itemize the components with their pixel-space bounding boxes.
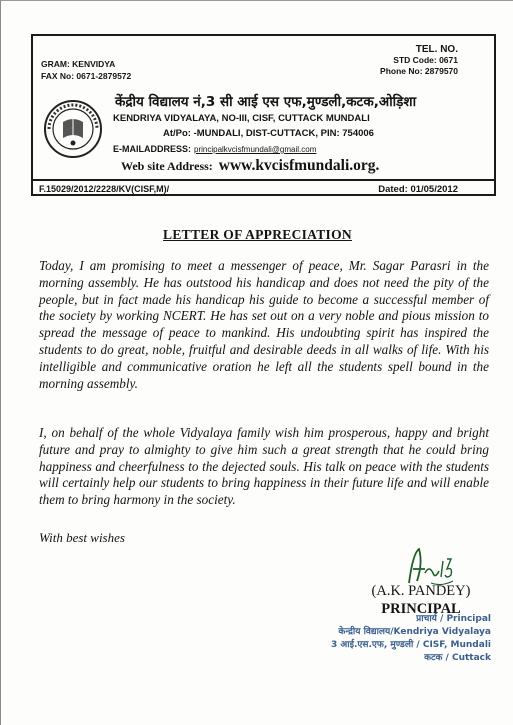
official-stamp — [321, 613, 491, 665]
letter-closing: With best wishes — [39, 530, 125, 545]
email-label: E-MAILADDRESS: — [113, 144, 191, 154]
letterhead-divider — [33, 179, 494, 181]
school-address: At/Po: -MUNDALI, DIST-CUTTACK, PIN: 754006 — [163, 128, 374, 139]
phone-text: Phone No: 2879570 — [380, 66, 458, 76]
stamp-line-1: प्राचार्य / Principal — [416, 614, 491, 624]
gram-text: GRAM: KENVIDYA — [41, 59, 116, 69]
stamp-line-3: 3 आई.एस.एफ, मुण्डली / CISF, Mundali — [331, 640, 491, 650]
std-code-text: STD Code: 0671 — [393, 55, 458, 65]
letter-paragraph-1: Today, I am promising to meet a messenger of peace, Mr. Sagar Parasri in the morning assembly. He has outstood his handicap and does not need the pity of the people, but in fact made his handicap his guide to become a successful member of the society by working NCERT. He has set out on a very noble and pious mission to spread the message of peace to mankind. His undoubting spirit has inspired the students to do great, noble, fruitful and desirable deeds in all walks of life. With his intelligible and communicative oration he left all the students spell bound in the morning assembly. — [39, 258, 489, 391]
signatory-name: (A.K. PANDEY) — [371, 583, 471, 599]
website-link[interactable]: www.kvcisfmundali.org. — [218, 157, 380, 174]
letter-date: Dated: 01/05/2012 — [378, 184, 458, 195]
website-label: Web site Address: — [121, 159, 213, 173]
fax-text: FAX No: 0671-2879572 — [41, 71, 132, 81]
reference-number: F.15029/2012/2228/KV(CISF,M)/ — [39, 184, 170, 194]
letterhead — [31, 34, 496, 196]
tel-heading: TEL. NO. — [415, 44, 458, 55]
school-name-english: KENDRIYA VIDYALAYA, NO-III, CISF, CUTTACK MUNDALI — [113, 113, 370, 124]
letterhead-contact-left — [41, 58, 131, 82]
letter-paragraph-2: I, on behalf of the whole Vidyalaya family wish him prosperous, happy and bright future and pray to almighty to give him such a great strength that he could bring happiness and cheerfulness to the dejected souls. His talk on peace with the students will certainly help our students to bring happiness in their future life and will enable them to bring harmony in the society. — [39, 425, 489, 508]
school-name-hindi: केंद्रीय विद्यालय नं,3 सी आई एस एफ,मुण्डली,कटक,ओड़िशा — [115, 94, 417, 110]
stamp-line-4: कटक / Cuttack — [424, 653, 491, 663]
signatory-title: PRINCIPAL — [381, 601, 461, 617]
school-emblem-icon — [43, 98, 103, 160]
website-line — [121, 157, 379, 175]
email-line — [113, 144, 316, 154]
letterhead-contact-right — [380, 44, 458, 77]
letter-title: LETTER OF APPRECIATION — [163, 227, 352, 242]
stamp-line-2: केन्द्रीय विद्यालय/Kendriya Vidyalaya — [338, 627, 491, 637]
email-link[interactable]: principalkvcisfmundali@gmail.com — [194, 145, 317, 154]
